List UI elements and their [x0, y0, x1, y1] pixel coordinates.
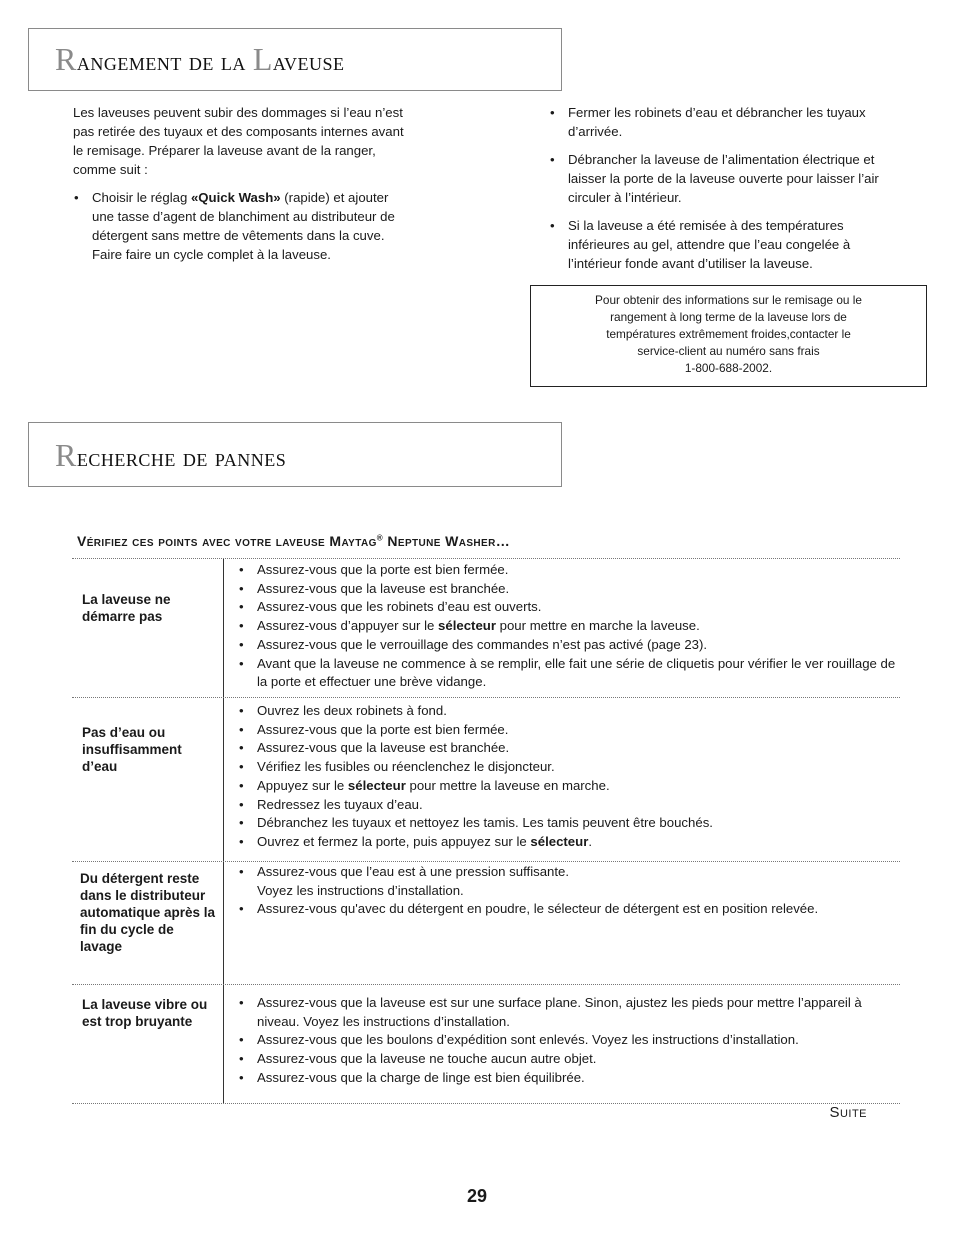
section-header-rangement	[28, 28, 562, 91]
checklist-heading: Vérifiez ces points avec votre laveuse Maytag® Neptune Washer…	[77, 533, 511, 549]
right-bullet-list	[549, 103, 894, 273]
troubleshooting-table	[72, 558, 900, 1104]
table-row	[72, 559, 900, 698]
right-column	[549, 103, 894, 273]
intro-paragraph: Les laveuses peuvent subir des dommages si l’eau n’est pas retirée des tuyaux et des composants internes avant le remisage. Préparer la laveuse avant de la ranger, comme suit :	[73, 105, 404, 177]
section-title-rangement: Rangement de la Laveuse	[55, 41, 345, 77]
storage-info-notice: Pour obtenir des informations sur le remisage ou le rangement à long terme de la laveuse lors de températures extrêmement froides,contacter le service-client au numéro sans frais 1-800-688-2002.	[530, 285, 927, 387]
problem-label: Du détergent reste dans le distributeur automatique après la fin du cycle de lavage	[72, 862, 224, 984]
left-column	[73, 103, 408, 264]
left-bullet-list	[73, 188, 408, 264]
table-row	[72, 985, 900, 1104]
list-item: • Assurez-vous que l’eau est à une pression suffisante. Voyez les instructions d’installation.	[238, 863, 896, 900]
list-item: • Assurez-vous que la laveuse ne touche aucun autre objet.	[238, 1050, 896, 1069]
list-item: • Assurez-vous d’appuyer sur le sélecteur pour mettre en marche la laveuse.	[238, 617, 896, 636]
list-item: • Appuyez sur le sélecteur pour mettre la laveuse en marche.	[238, 777, 896, 796]
list-item: • Débranchez les tuyaux et nettoyez les tamis. Les tamis peuvent être bouchés.	[238, 814, 896, 833]
list-item: • Ouvrez les deux robinets à fond.	[238, 702, 896, 721]
list-item: • Assurez-vous que les robinets d’eau est ouverts.	[238, 598, 896, 617]
list-item: • Redressez les tuyaux d’eau.	[238, 796, 896, 815]
solution-cell	[224, 985, 900, 1103]
continued-label: Suite	[829, 1104, 867, 1121]
solution-cell	[224, 862, 900, 984]
problem-label: La laveuse ne démarre pas	[72, 559, 224, 697]
list-item: • Choisir le réglag «Quick Wash» (rapide) et ajouter une tasse d’agent de blanchiment au distributeur de détergent sans mettre de vêtements dans la cuve. Faire faire un cycle complet à la laveuse.	[73, 188, 408, 264]
list-item: • Assurez-vous que les boulons d’expédition sont enlevés. Voyez les instructions d’installation.	[238, 1031, 896, 1050]
table-row	[72, 862, 900, 985]
list-item: • Vérifiez les fusibles ou réenclenchez le disjoncteur.	[238, 758, 896, 777]
solution-cell	[224, 559, 900, 697]
problem-label: Pas d’eau ou insuffisamment d’eau	[72, 698, 224, 861]
list-item: • Fermer les robinets d’eau et débrancher les tuyaux d’arrivée.	[549, 103, 894, 141]
list-item: • Ouvrez et fermez la porte, puis appuyez sur le sélecteur.	[238, 833, 896, 852]
solution-cell	[224, 698, 900, 861]
list-item: • Assurez-vous que la charge de linge est bien équilibrée.	[238, 1069, 896, 1088]
section-header-pannes	[28, 422, 562, 487]
problem-label: La laveuse vibre ou est trop bruyante	[72, 985, 224, 1103]
list-item: • Assurez-vous que le verrouillage des commandes n’est pas activé (page 23).	[238, 636, 896, 655]
list-item: • Assurez-vous que la laveuse est branchée.	[238, 580, 896, 599]
page-number: 29	[466, 1186, 488, 1206]
list-item: • Assurez-vous que la porte est bien fermée.	[238, 561, 896, 580]
list-item: • Si la laveuse a été remisée à des températures inférieures au gel, attendre que l’eau congelée à l’intérieur fonde avant d’utiliser la laveuse.	[549, 216, 894, 273]
list-item: • Assurez-vous que la laveuse est branchée.	[238, 739, 896, 758]
list-item: • Assurez-vous que la laveuse est sur une surface plane. Sinon, ajustez les pieds pour mettre l’appareil à niveau. Voyez les instructions d’installation.	[238, 994, 896, 1031]
list-item: • Assurez-vous que la porte est bien fermée.	[238, 721, 896, 740]
list-item: • Avant que la laveuse ne commence à se remplir, elle fait une série de cliquetis pour vérifier le ver rouillage de la porte et effectuer une brève vidange.	[238, 655, 896, 692]
section-title-pannes: Recherche de pannes	[55, 437, 287, 473]
list-item: • Assurez-vous qu'avec du détergent en poudre, le sélecteur de détergent est en position relevée.	[238, 900, 896, 919]
list-item: • Débrancher la laveuse de l’alimentation électrique et laisser la porte de la laveuse ouverte pour laisser l’air circuler à l’intérieur.	[549, 150, 894, 207]
table-row	[72, 698, 900, 862]
